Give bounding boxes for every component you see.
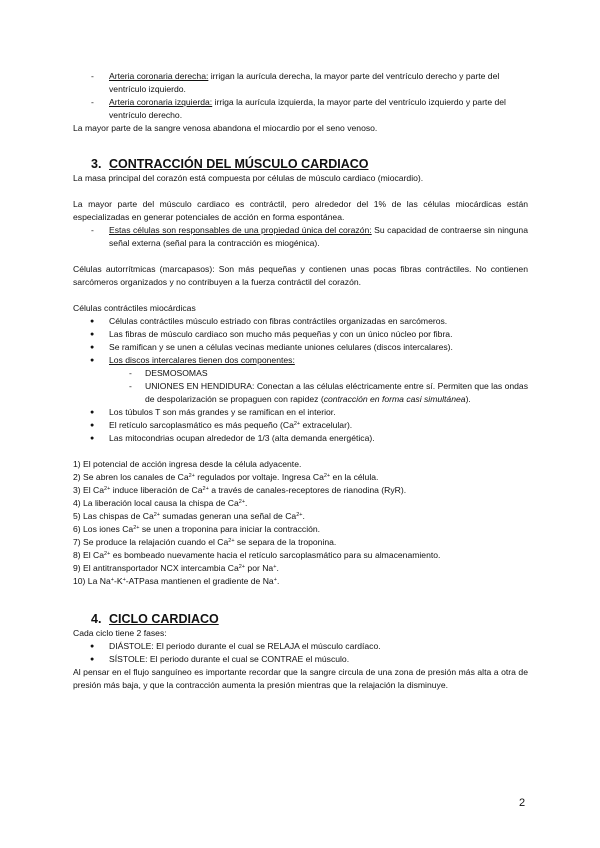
superscript: + (273, 577, 277, 583)
item-text: Su capacidad de contraerse sin ninguna señal externa (señal para la contracción es miogénica). (109, 225, 528, 248)
text: -ATPasa mantienen el gradiente de Na (125, 576, 274, 586)
text: regulados por voltaje. Ingresa Ca (194, 472, 324, 482)
step: 1) El potencial de acción ingresa desde la célula adyacente. (73, 459, 302, 469)
text: . (245, 498, 248, 508)
text: induce liberación de Ca (110, 485, 203, 495)
list-item: ● Los túbulos T son más grandes y se ramifican en el interior. (73, 406, 528, 419)
text: . (276, 563, 279, 573)
text: El retículo sarcoplasmático es más pequeño (Ca (109, 420, 294, 430)
superscript: 2+ (153, 512, 161, 518)
text: 2) Se abren los canales de Ca (73, 472, 189, 482)
step (73, 471, 528, 484)
text: a través de canales-receptores de rianodina (RyR). (208, 485, 407, 495)
section-title: CONTRACCIÓN DEL MÚSCULO CARDIACO (109, 157, 369, 171)
item-text: irriga la aurícula izquierda, la mayor parte del ventrículo izquierdo y parte del ventrículo derecho. (109, 97, 506, 120)
list-item-sistole: ● SÍSTOLE: El periodo durante el cual se CONTRAE el músculo. (73, 653, 528, 666)
superscript: 2+ (323, 473, 331, 479)
text: se separa de la troponina. (234, 537, 337, 547)
superscript: + (273, 564, 277, 570)
section-title: CICLO CARDIACO (109, 612, 219, 626)
step (73, 575, 528, 588)
text: se unen a troponina para iniciar la contracción. (139, 524, 321, 534)
list-item-diastole: ● DIÁSTOLE: El periodo durante el cual se RELAJA el músculo cardíaco. (73, 640, 528, 653)
list-item (73, 419, 528, 432)
step (73, 536, 528, 549)
paragraph: Cada ciclo tiene 2 fases: (73, 628, 167, 638)
section-number: 4. (91, 612, 102, 626)
intro-closing: La mayor parte de la sangre venosa abandona el miocardio por el seno venoso. (73, 123, 378, 133)
text: 5) Las chispas de Ca (73, 511, 154, 521)
term-left-coronary: Arteria coronaria izquierda: (109, 97, 213, 107)
sub-list (109, 367, 528, 406)
list-item (73, 224, 528, 250)
text: UNIONES EN HENDIDURA: Conectan a las células eléctricamente entre sí. Permiten que las ondas de despolarización se propaguen con rapidez ( (145, 381, 528, 404)
list-item: ● Las fibras de músculo cardiaco son mucho más pequeñas y con un único núcleo por fibra. (73, 328, 528, 341)
paragraph: La masa principal del corazón está compuesta por células de músculo cardiaco (miocardio). (73, 173, 424, 183)
list-item: ● Células contráctiles músculo estriado con fibras contráctiles organizadas en sarcómeros. (73, 315, 528, 328)
section-number: 3. (91, 157, 102, 171)
step (73, 562, 528, 575)
superscript: 2+ (104, 486, 111, 492)
list-item: ● Las mitocondrias ocupan alrededor de 1/3 (alta demanda energética). (73, 432, 528, 445)
list-item: ● Se ramifican y se unen a células vecinas mediante uniones celulares (discos intercalares). (73, 341, 528, 354)
superscript: 2+ (133, 525, 140, 531)
text: por Na (245, 563, 274, 573)
superscript: 2+ (202, 486, 209, 492)
text: 6) Los iones Ca (73, 524, 134, 534)
paragraph: Al pensar en el flujo sanguíneo es importante recordar que la sangre circula de una zona de presión más alta a otra de presión más baja, y que la contracción aumenta la presión mientras que la relajación la disminuye. (73, 667, 528, 690)
text: sumadas generan una señal de Ca (160, 511, 297, 521)
text: es bombeado nuevamente hacia el retículo sarcoplasmático para su almacenamiento. (110, 550, 441, 560)
superscript: 2+ (188, 473, 195, 479)
section-3-heading (73, 156, 528, 172)
bullet-list (73, 315, 528, 445)
item-text: irrigan la aurícula derecha, la mayor parte del ventrículo derecho y parte del ventrículo izquierdo. (109, 71, 500, 94)
paragraph: Células autorrítmicas (marcapasos): Son más pequeñas y contienen unas pocas fibras contráctiles. No contienen sarcómeros organizados y no contribuyen a la fuerza contráctil del corazón. (73, 264, 528, 287)
text: 10) La Na (73, 576, 111, 586)
paragraph: La mayor parte del músculo cardiaco es contráctil, pero alrededor del 1% de las células miocárdicas están especializadas en generar potenciales de acción en forma espontánea. (73, 199, 528, 222)
term-right-coronary: Arteria coronaria derecha: (109, 71, 209, 81)
text: 3) El Ca (73, 485, 105, 495)
superscript: 2+ (238, 564, 246, 570)
dash-list (73, 224, 528, 250)
page-number: 2 (519, 797, 526, 809)
text: . (276, 576, 280, 586)
superscript: 2+ (104, 551, 111, 557)
superscript: 2+ (296, 512, 303, 518)
sub-item: - DESMOSOMAS (109, 367, 528, 380)
step (73, 497, 528, 510)
text: -K (113, 576, 123, 586)
text: . (302, 511, 305, 521)
subheading: Células contráctiles miocárdicas (73, 303, 196, 313)
superscript: 2+ (228, 538, 235, 544)
superscript: + (122, 577, 126, 583)
step (73, 510, 528, 523)
superscript: + (110, 577, 114, 583)
emphasis: contracción en forma casi simultánea (323, 394, 466, 404)
step (73, 549, 528, 562)
phase-list (73, 640, 528, 666)
text: ). (465, 394, 471, 404)
superscript: 2+ (293, 421, 301, 427)
list-item (73, 354, 528, 406)
step (73, 484, 528, 497)
list-item (73, 70, 528, 96)
text: 7) Se produce la relajación cuando el Ca (73, 537, 229, 547)
step (73, 523, 528, 536)
text: 8) El Ca (73, 550, 105, 560)
document-page (73, 70, 528, 692)
steps-list (73, 458, 528, 588)
underlined-text: Los discos intercalares tienen dos componentes: (109, 355, 295, 365)
text: 4) La liberación local causa la chispa de Ca (73, 498, 239, 508)
text: en la célula. (330, 472, 379, 482)
superscript: 2+ (238, 499, 246, 505)
coronary-list (73, 70, 528, 122)
underlined-term: Estas células son responsables de una propiedad única del corazón: (109, 225, 372, 235)
list-item (73, 96, 528, 122)
section-4-heading (73, 611, 528, 627)
text: extracelular). (300, 420, 353, 430)
text: 9) El antitransportador NCX intercambia Ca (73, 563, 239, 573)
sub-item (109, 380, 528, 406)
